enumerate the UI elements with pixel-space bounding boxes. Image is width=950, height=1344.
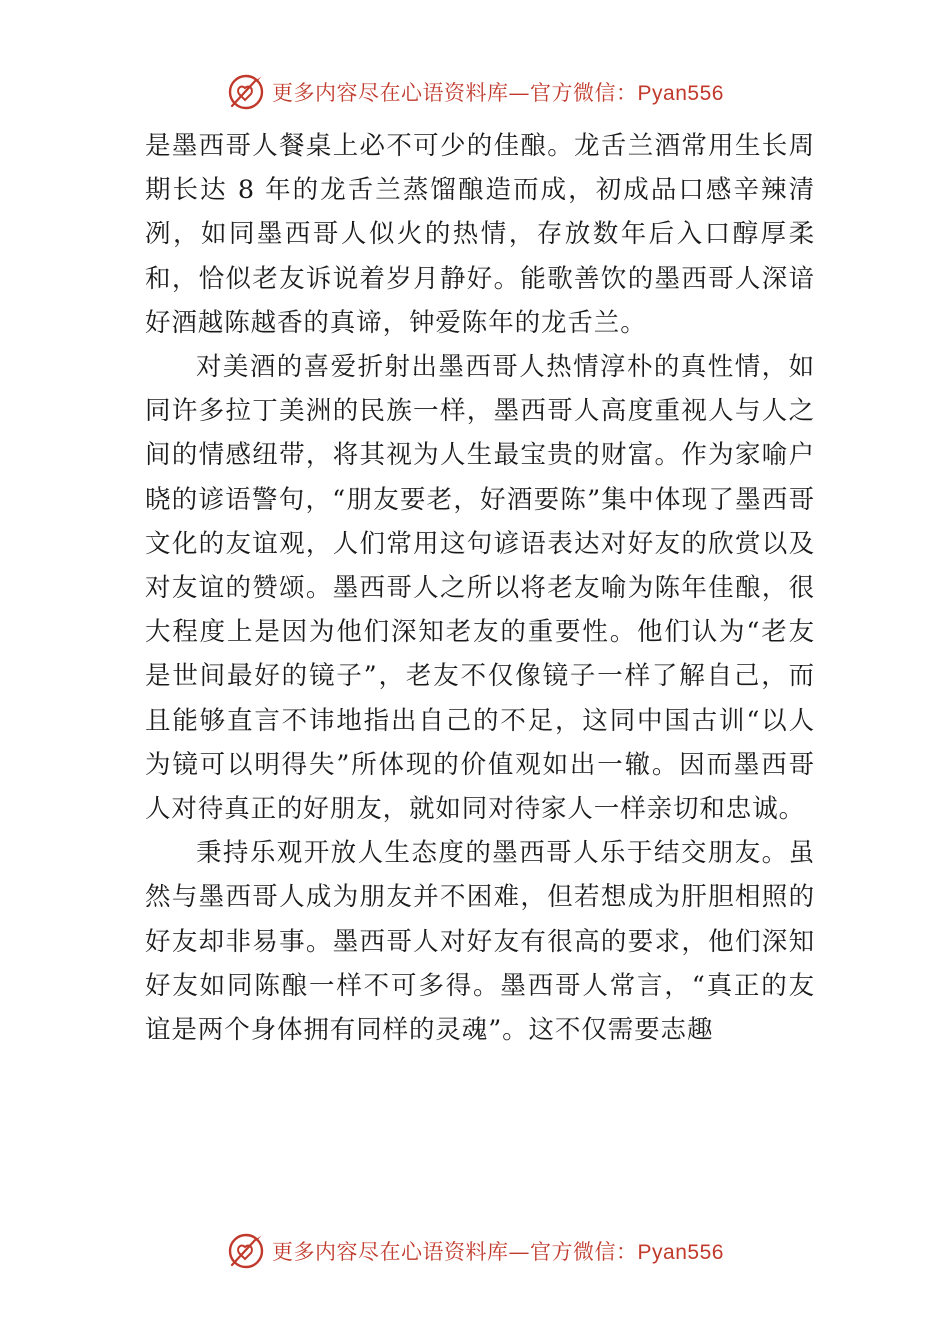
footer-slogan <box>272 1236 724 1266</box>
footer-banner <box>0 1229 950 1273</box>
quill-heart-logo-icon <box>226 1231 266 1271</box>
quill-heart-logo-icon <box>226 72 266 112</box>
footer-slogan-text: 更多内容尽在心语资料库—官方微信： <box>272 1240 638 1264</box>
header-wechat-id: Pyan556 <box>637 82 724 105</box>
paragraph-3: 秉持乐观开放人生态度的墨西哥人乐于结交朋友。虽然与墨西哥人成为朋友并不困难，但若想成为肝胆相照的好友却非易事。墨西哥人对好友有很高的要求，他们深知好友如同陈酿一样不可多得。墨西哥人常言，“真正的友谊是两个身体拥有同样的灵魂”。这不仅需要志趣 <box>145 838 815 1046</box>
header-slogan <box>272 77 724 107</box>
footer-wechat-id: Pyan556 <box>637 1241 724 1264</box>
header-slogan-text: 更多内容尽在心语资料库—官方微信： <box>272 81 638 105</box>
header-banner <box>0 70 950 114</box>
paragraph-1: 是墨西哥人餐桌上必不可少的佳酿。龙舌兰酒常用生长周期长达 8 年的龙舌兰蒸馏酿造而成，初成品口感辛辣清冽，如同墨西哥人似火的热情，存放数年后入口醇厚柔和，恰似老友诉说着岁月静好。能歌善饮的墨西哥人深谙好酒越陈越香的真谛，钟爱陈年的龙舌兰。 <box>145 131 815 338</box>
document-body <box>145 124 815 1052</box>
paragraph-2: 对美酒的喜爱折射出墨西哥人热情淳朴的真性情，如同许多拉丁美洲的民族一样，墨西哥人高度重视人与人之间的情感纽带，将其视为人生最宝贵的财富。作为家喻户晓的谚语警句，“朋友要老，好酒要陈”集中体现了墨西哥文化的友谊观，人们常用这句谚语表达对好友的欣赏以及对友谊的赞颂。墨西哥人之所以将老友喻为陈年佳酿，很大程度上是因为他们深知老友的重要性。他们认为“老友是世间最好的镜子”，老友不仅像镜子一样了解自己，而且能够直言不讳地指出自己的不足，这同中国古训“以人为镜可以明得失”所体现的价值观如出一辙。因而墨西哥人对待真正的好朋友，就如同对待家人一样亲切和忠诚。 <box>145 352 815 825</box>
